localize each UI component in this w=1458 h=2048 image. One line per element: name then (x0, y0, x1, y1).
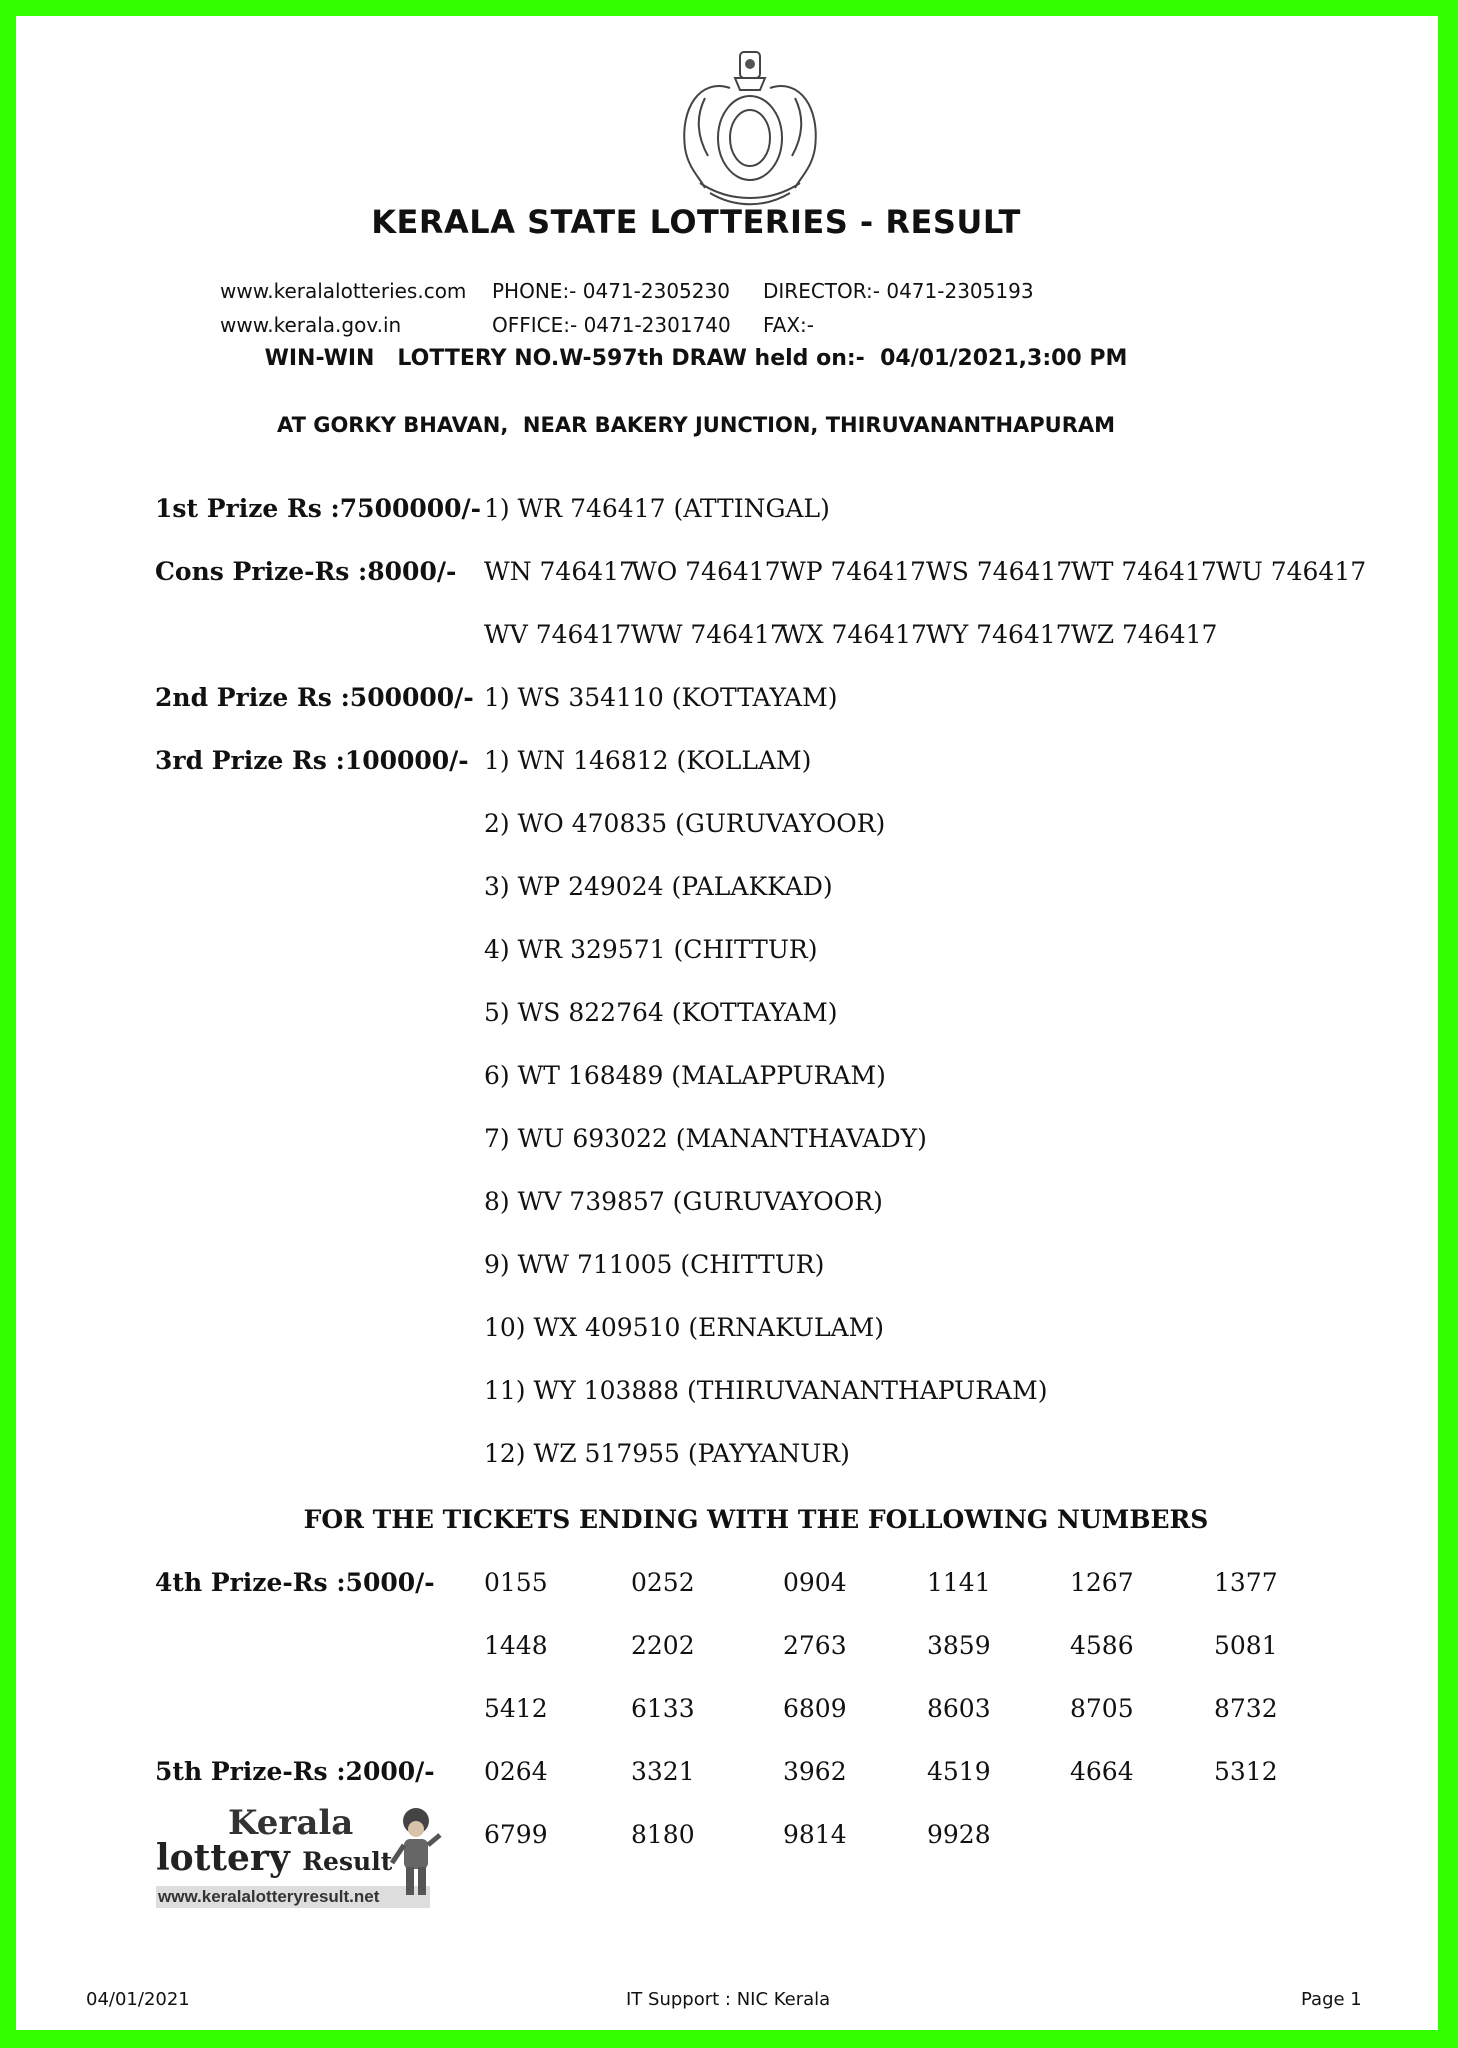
third-prize-label: 3rd Prize Rs :100000/- (155, 746, 469, 775)
cons-prize-label: Cons Prize-Rs :8000/- (155, 557, 457, 586)
third-prize-winner: 7) WU 693022 (MANANTHAVADY) (484, 1124, 927, 1153)
third-prize-winner: 3) WP 249024 (PALAKKAD) (484, 872, 833, 901)
fifth-prize-number: 9814 (783, 1820, 847, 1849)
fifth-prize-number: 9928 (927, 1820, 991, 1849)
fourth-prize-number: 2202 (631, 1631, 695, 1660)
cons-ticket: WX 746417 (780, 620, 927, 649)
second-prize-label: 2nd Prize Rs :500000/- (155, 683, 474, 712)
third-prize-winner: 1) WN 146812 (KOLLAM) (484, 746, 812, 775)
fifth-prize-label: 5th Prize-Rs :2000/- (155, 1757, 435, 1786)
fourth-prize-number: 0155 (484, 1568, 548, 1597)
fourth-prize-number: 5081 (1214, 1631, 1278, 1660)
website-link-kerala-gov[interactable]: www.kerala.gov.in (220, 313, 402, 337)
cons-ticket: WV 746417 (484, 620, 632, 649)
logo-url: www.keralalotteryresult.net (156, 1886, 430, 1908)
fifth-prize-number: 4664 (1070, 1757, 1134, 1786)
phone-number: PHONE:- 0471-2305230 (492, 279, 730, 303)
logo-line-lottery: lottery Result (156, 1837, 393, 1879)
cons-ticket: WY 746417 (926, 620, 1072, 649)
third-prize-winner: 4) WR 329571 (CHITTUR) (484, 935, 818, 964)
fourth-prize-number: 1141 (927, 1568, 991, 1597)
fifth-prize-number: 4519 (927, 1757, 991, 1786)
fourth-prize-label: 4th Prize-Rs :5000/- (155, 1568, 435, 1597)
cons-ticket: WU 746417 (1216, 557, 1367, 586)
page-title: KERALA STATE LOTTERIES - RESULT (371, 203, 1021, 241)
fourth-prize-number: 1448 (484, 1631, 548, 1660)
kerala-lottery-result-logo (156, 1803, 456, 1906)
cons-ticket: WS 746417 (926, 557, 1073, 586)
third-prize-winner: 9) WW 711005 (CHITTUR) (484, 1250, 825, 1279)
third-prize-winner: 2) WO 470835 (GURUVAYOOR) (484, 809, 886, 838)
first-prize-label: 1st Prize Rs :7500000/- (155, 494, 482, 523)
fourth-prize-number: 0904 (783, 1568, 847, 1597)
first-prize-winner: 1) WR 746417 (ATTINGAL) (484, 494, 830, 523)
draw-venue: AT GORKY BHAVAN, NEAR BAKERY JUNCTION, THIRUVANANTHAPURAM (276, 413, 1116, 437)
website-link-keralalotteries[interactable]: www.keralalotteries.com (220, 279, 467, 303)
fourth-prize-number: 6809 (783, 1694, 847, 1723)
fourth-prize-number: 1267 (1070, 1568, 1134, 1597)
fourth-prize-number: 8603 (927, 1694, 991, 1723)
fourth-prize-number: 8732 (1214, 1694, 1278, 1723)
office-number: OFFICE:- 0471-2301740 (492, 313, 731, 337)
cons-ticket: WO 746417 (631, 557, 781, 586)
kerala-emblem-icon (660, 38, 840, 208)
fifth-prize-number: 6799 (484, 1820, 548, 1849)
cons-ticket: WP 746417 (780, 557, 926, 586)
second-prize-winner: 1) WS 354110 (KOTTAYAM) (484, 683, 838, 712)
cons-ticket: WN 746417 (484, 557, 635, 586)
ending-numbers-heading: FOR THE TICKETS ENDING WITH THE FOLLOWING NUMBERS (303, 1505, 1209, 1534)
third-prize-winner: 8) WV 739857 (GURUVAYOOR) (484, 1187, 883, 1216)
cons-ticket: WT 746417 (1071, 557, 1217, 586)
fourth-prize-number: 3859 (927, 1631, 991, 1660)
third-prize-winner: 11) WY 103888 (THIRUVANANTHAPURAM) (484, 1376, 1048, 1405)
mascot-icon (388, 1805, 444, 1901)
draw-info: WIN-WIN LOTTERY NO.W-597th DRAW held on:- 04/01/2021,3:00 PM (264, 346, 1128, 371)
fifth-prize-number: 5312 (1214, 1757, 1278, 1786)
fifth-prize-number: 3962 (783, 1757, 847, 1786)
fourth-prize-number: 2763 (783, 1631, 847, 1660)
fourth-prize-number: 4586 (1070, 1631, 1134, 1660)
logo-line-kerala: Kerala (228, 1803, 354, 1843)
footer-date: 04/01/2021 (86, 1989, 190, 2010)
footer-support: IT Support : NIC Kerala (626, 1989, 831, 2010)
fifth-prize-number: 0264 (484, 1757, 548, 1786)
third-prize-winner: 12) WZ 517955 (PAYYANUR) (484, 1439, 850, 1468)
footer-page-number: Page 1 (1301, 1989, 1362, 2010)
fax-number: FAX:- (763, 313, 815, 337)
fourth-prize-number: 8705 (1070, 1694, 1134, 1723)
fourth-prize-number: 5412 (484, 1694, 548, 1723)
fourth-prize-number: 6133 (631, 1694, 695, 1723)
result-page (16, 16, 1438, 2030)
fourth-prize-number: 0252 (631, 1568, 695, 1597)
third-prize-winner: 5) WS 822764 (KOTTAYAM) (484, 998, 838, 1027)
fifth-prize-number: 8180 (631, 1820, 695, 1849)
cons-ticket: WW 746417 (631, 620, 786, 649)
cons-ticket: WZ 746417 (1071, 620, 1218, 649)
director-number: DIRECTOR:- 0471-2305193 (763, 279, 1034, 303)
third-prize-winner: 6) WT 168489 (MALAPPURAM) (484, 1061, 886, 1090)
fourth-prize-number: 1377 (1214, 1568, 1278, 1597)
fifth-prize-number: 3321 (631, 1757, 695, 1786)
third-prize-winner: 10) WX 409510 (ERNAKULAM) (484, 1313, 884, 1342)
